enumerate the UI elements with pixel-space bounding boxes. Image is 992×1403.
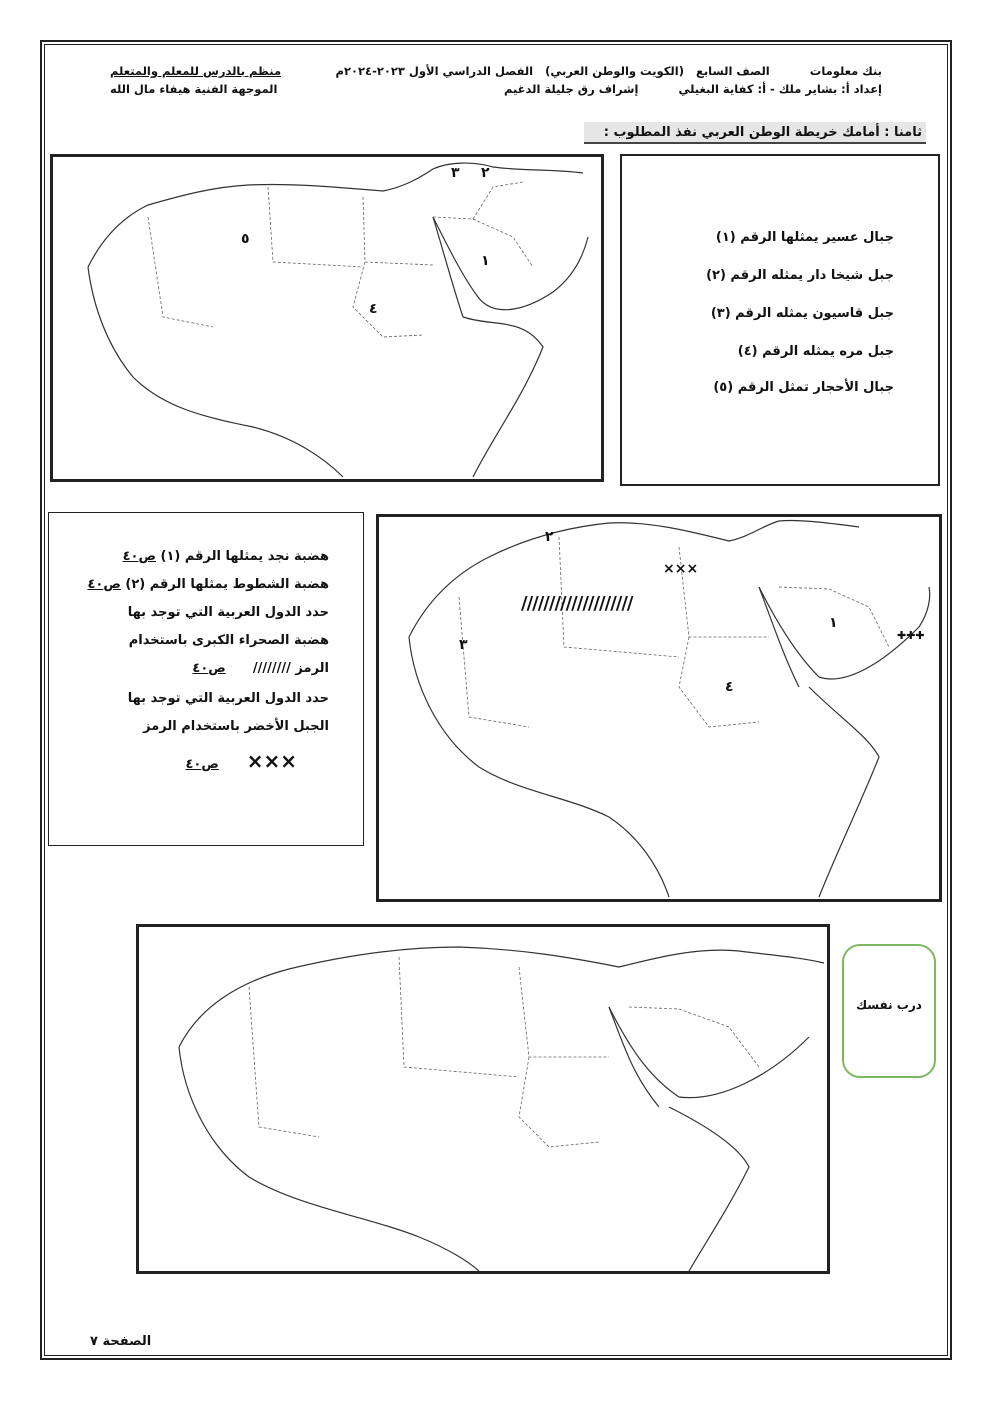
map-1 xyxy=(50,154,604,482)
question-sahara-line2: هضبة الصحراء الكبرى باستخدام xyxy=(128,633,329,648)
map1-label-3: ٣ xyxy=(451,165,460,181)
map2-label-1: ١ xyxy=(829,615,838,631)
question-marrah: جبل مره يمثله الرقم (٤) xyxy=(737,344,894,359)
map-2-outline xyxy=(379,517,939,899)
question-sahara-line3 xyxy=(192,661,329,676)
map-3 xyxy=(136,924,830,1274)
question-najd-text: هضبة نجد يمثلها الرقم (١) xyxy=(160,549,329,564)
section2-questions-box xyxy=(48,512,364,846)
question-akhdar-symbol: ××× xyxy=(246,749,297,773)
question-akhdar-line2: الجبل الأخضر باستخدام الرمز xyxy=(143,719,329,734)
map2-sahara-hatch: //////////////////// xyxy=(521,593,633,614)
header-subject: (الكويت والوطن العربي) xyxy=(545,64,684,78)
practice-label: درب نفسك xyxy=(856,998,922,1012)
header-left-line2: الموجهة الفنية هيفاء مال الله xyxy=(110,82,278,96)
header-term: الفصل الدراسي الأول ٢٠٢٣-٢٠٢٤م xyxy=(335,64,534,78)
map2-label-4: ٤ xyxy=(725,679,734,695)
question-sahara-line1: حدد الدول العربية التي توجد بها xyxy=(127,605,329,620)
question-sahara-symbol: الرمز //////// xyxy=(252,661,329,676)
question-sahara-page: ص٤٠ xyxy=(192,661,226,676)
section1-questions-box xyxy=(620,154,940,486)
question-najd xyxy=(123,549,329,564)
map-3-outline xyxy=(139,927,827,1271)
header-grade: الصف السابع xyxy=(695,64,770,78)
question-akhdar-page: ص٤٠ xyxy=(185,757,219,772)
question-akhdar-line1: حدد الدول العربية التي توجد بها xyxy=(127,691,329,706)
question-hajar: جبال الأحجار تمثل الرقم (٥) xyxy=(713,380,894,395)
question-shatt-page: ص٤٠ xyxy=(87,577,121,592)
question-asir: جبال عسير يمثلها الرقم (١) xyxy=(715,230,894,245)
question-shatt xyxy=(87,577,329,592)
question-qasioun: جبل قاسيون يمثله الرقم (٣) xyxy=(710,306,894,321)
question-shatt-text: هضبة الشطوط يمثلها الرقم (٢) xyxy=(125,577,329,592)
map-1-outline xyxy=(53,157,601,479)
header-right-line1 xyxy=(336,64,882,78)
map2-akhdar-cross: ××× xyxy=(663,561,699,577)
map1-label-4: ٤ xyxy=(369,301,378,317)
map2-oman-plus: ✚✚✚ xyxy=(897,629,925,642)
page-number: الصفحة ٧ xyxy=(90,1334,152,1349)
question-shikhadar: جبل شيخا دار يمثله الرقم (٢) xyxy=(706,268,894,283)
header-left-line1: منظم بالدرس للمعلم والمتعلم xyxy=(110,64,282,78)
question-akhdar-line3 xyxy=(185,749,297,773)
header-supervised-by: إشراف رق جليلة الدغيم xyxy=(503,82,639,96)
map-2 xyxy=(376,514,942,902)
map2-label-2: ٢ xyxy=(545,529,554,545)
header-prepared-by: إعداد أ: بشاير ملك - أ: كفاية البغيلي xyxy=(678,82,882,96)
instruction-heading: ثامنا : أمامك خريطة الوطن العربي نفذ المطلوب : xyxy=(584,122,926,144)
map1-label-5: ٥ xyxy=(241,231,250,247)
question-najd-page: ص٤٠ xyxy=(122,549,156,564)
practice-box xyxy=(842,944,936,1078)
map2-label-3: ٣ xyxy=(459,637,468,653)
map1-label-2: ٢ xyxy=(481,165,490,181)
map1-label-1: ١ xyxy=(481,253,490,269)
header-right-line2 xyxy=(504,82,882,96)
header-title: بنك معلومات xyxy=(809,64,882,78)
